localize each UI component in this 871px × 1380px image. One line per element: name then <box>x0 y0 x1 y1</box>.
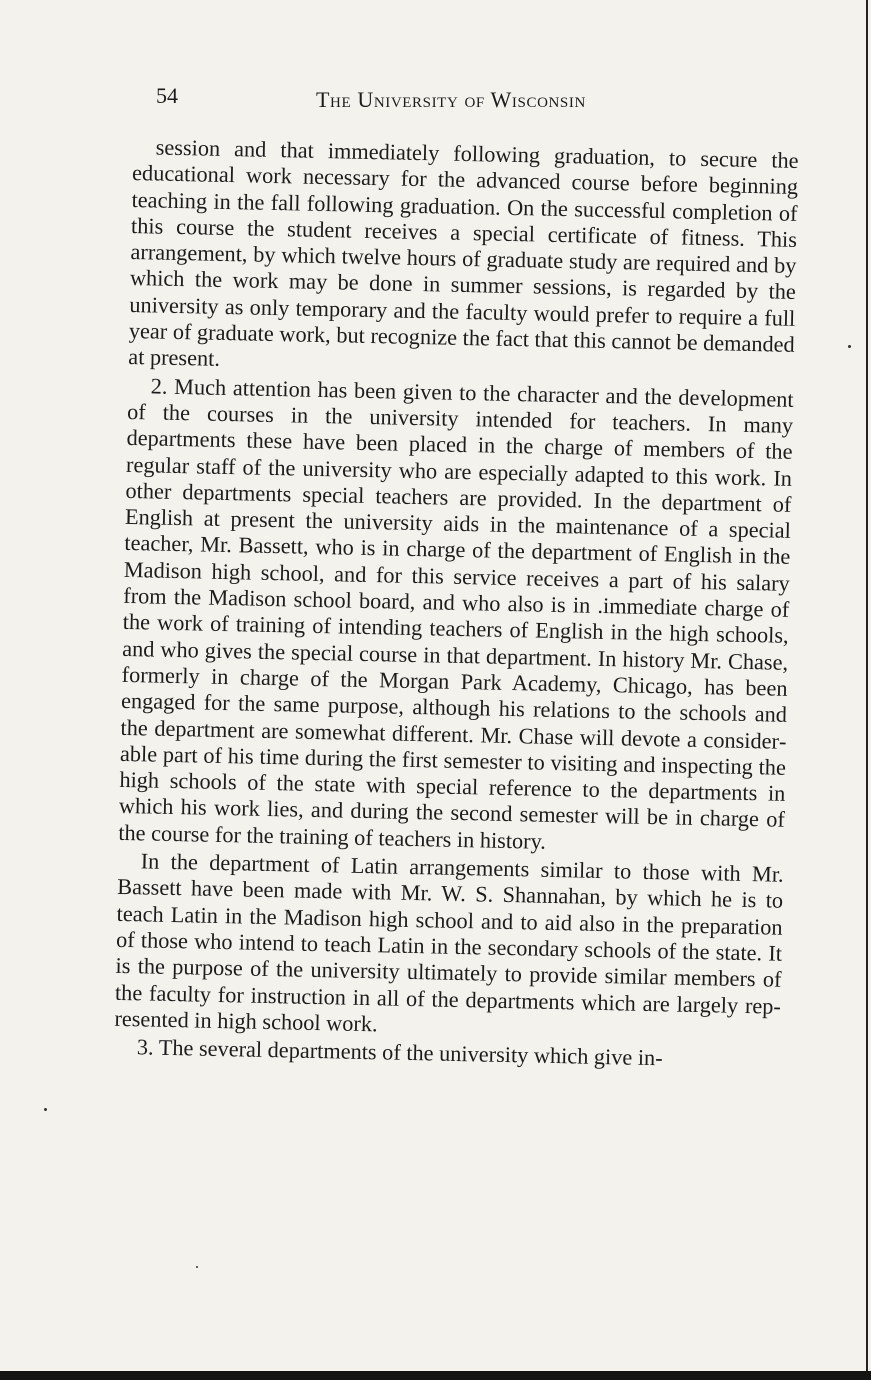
scan-speck <box>44 1108 47 1111</box>
page-header <box>156 84 640 120</box>
paragraph-latin: In the department of Latin arrangements similar to those with Mr. Bassett have been made with Mr. W. S. Shannahan, by which he is to teach Latin in the Madison high school and to aid also in the preparation of those who intend to teach Latin in the secondary schools of the state. It is the purpose of the university ultimately to provide similar members of the faculty for instruction in all of the departments which are largely represented in high school work. <box>114 848 784 1037</box>
paragraph-continued: session and that immediately following graduation, to secure the educational work necessary for the advanced course before beginning teaching in the fall following graduation. On the successful completion of this course the student receives a special certificate of fitness. This arrangement, by which twelve hours of graduate study are required and by which the work may be done in summer sessions, is regarded by the university as only temporary and the faculty would prefer to require a full year of graduate work, but recognize the fact that this cannot be demanded at present. <box>128 134 799 372</box>
paragraph-3: 3. The several departments of the university which give in- <box>136 1034 663 1071</box>
page-edge-bottom <box>0 1371 871 1380</box>
paragraph-2: 2. Much attention has been given to the character and the development of the courses in the university intended for teachers. In many departments these have been placed in the charge of members of the regular staff of the university who are especially adapted to this work. In other departments special teachers are provided. In the department of English at present the university aids in the maintenance of a special teacher, Mr. Bassett, who is in charge of the department of English in the Madison high school, and for this service receives a part of his salary from the Madison school board, and who also is in .immediate charge of the work of training of intending teachers of English in the high schools, and who gives the special course in that department. In history Mr. Chase, formerly in charge of the Morgan Park Academy, Chicago, has been engaged for the same purpose, although his relations to the schools and the department are somewhat different. Mr. Chase will devote a considerable part of his time during the first semester to visiting and inspecting the high schools of the state with special reference to the departments in which his work lies, and during the second semester will be in charge of the course for the training of teachers in history. <box>118 373 794 854</box>
page-number: 54 <box>156 83 178 108</box>
scan-speck <box>848 345 851 348</box>
body-text <box>114 134 799 1076</box>
scan-speck <box>196 1266 198 1268</box>
page-edge-right <box>866 0 868 1380</box>
running-title: The University of Wisconsin <box>316 87 586 112</box>
